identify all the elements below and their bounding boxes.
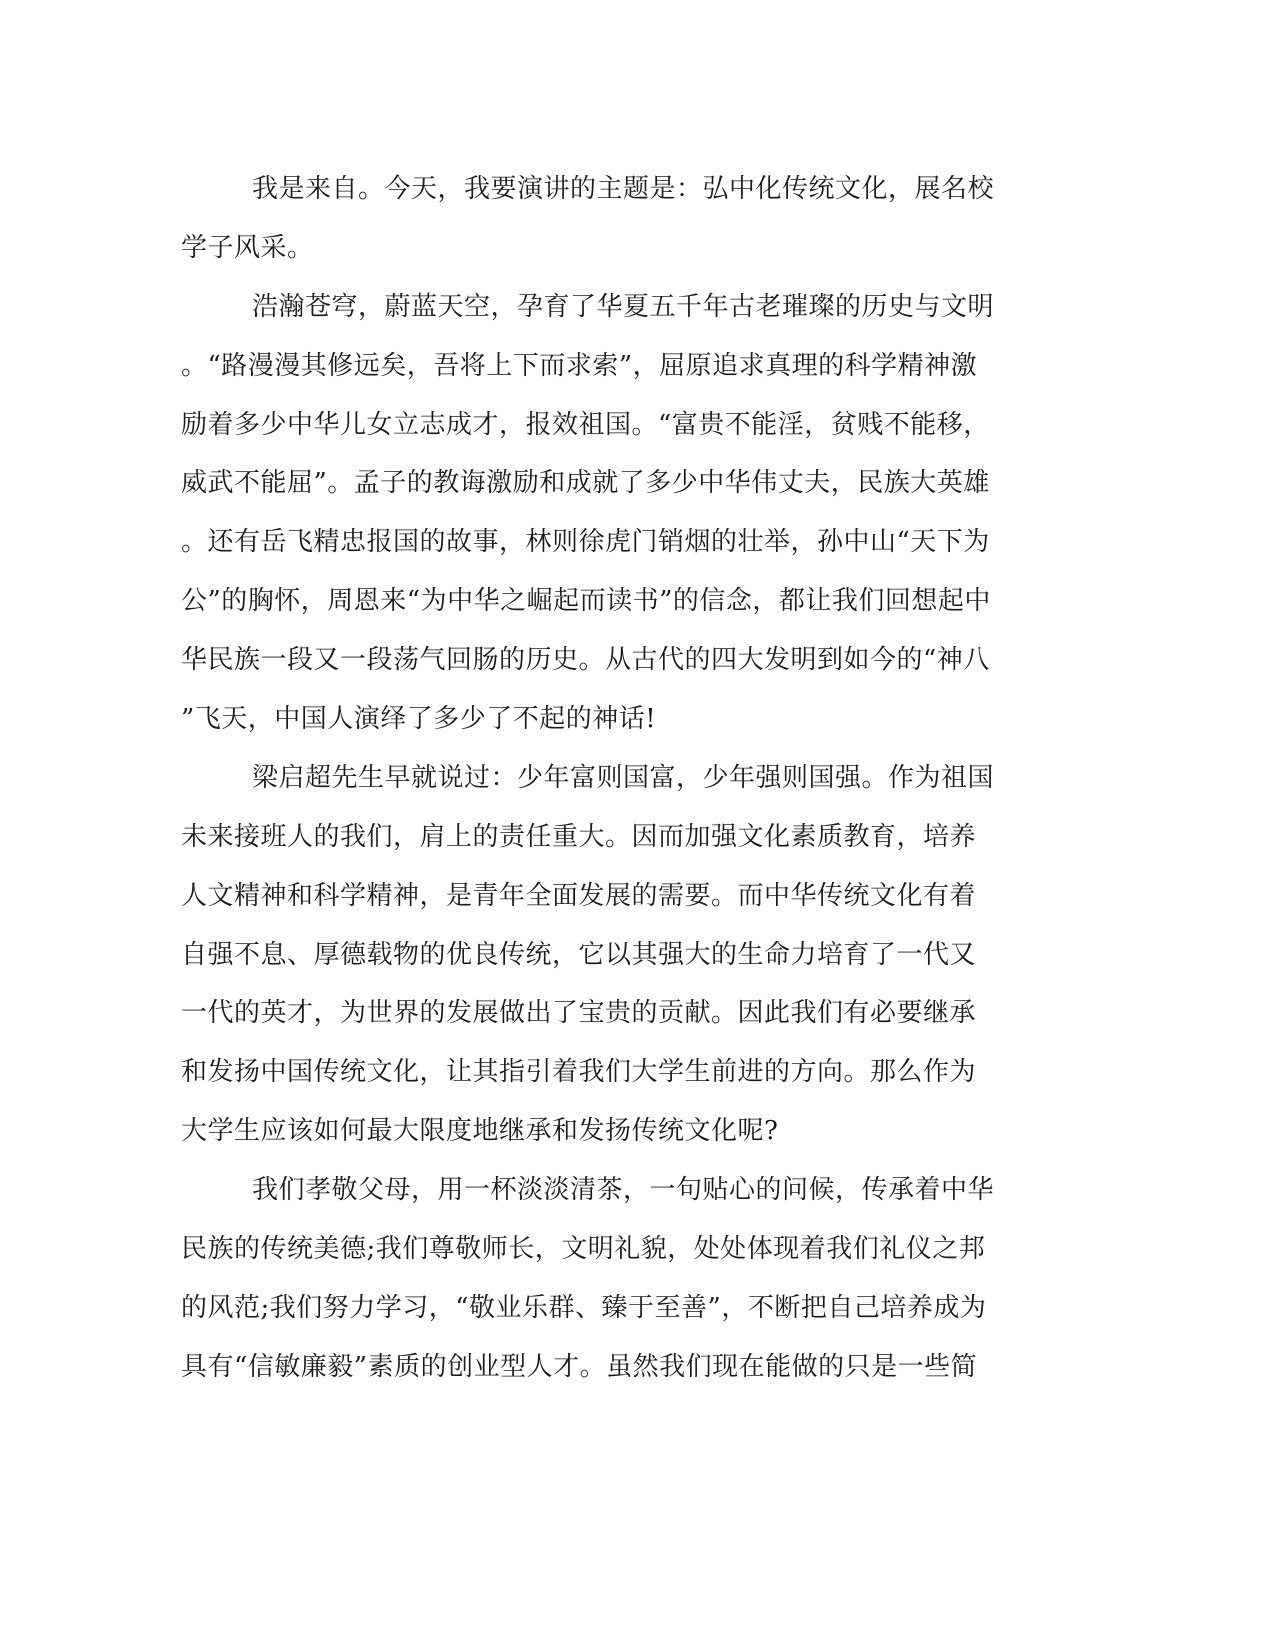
text-line: 民族的传统美德;我们尊敬师长，文明礼貌，处处体现着我们礼仪之邦 — [181, 1234, 986, 1265]
text-line: 学子风采。 — [181, 232, 314, 263]
text-line: 一代的英才，为世界的发展做出了宝贵的贡献。因此我们有必要继承 — [181, 998, 977, 1029]
text-line: ”飞天，中国人演绎了多少了不起的神话! — [181, 704, 657, 735]
text-line: 和发扬中国传统文化，让其指引着我们大学生前进的方向。那么作为 — [181, 1057, 977, 1088]
text-line: 自强不息、厚德载物的优良传统，它以其强大的生命力培育了一代又 — [181, 939, 977, 970]
text-line: 。还有岳飞精忠报国的故事，林则徐虎门销烟的壮举，孙中山“天下为 — [181, 527, 990, 558]
text-line: 梁启超先生早就说过：少年富则国富，少年强则国强。作为祖国 — [252, 762, 995, 793]
text-line: 具有“信敏廉毅”素质的创业型人才。虽然我们现在能做的只是一些简 — [181, 1351, 978, 1382]
text-line: 。“路漫漫其修远矣，吾将上下而求索”，屈原追求真理的科学精神激 — [181, 350, 978, 381]
text-line: 浩瀚苍穹，蔚蓝天空，孕育了华夏五千年古老璀璨的历史与文明 — [252, 291, 995, 322]
text-line: 人文精神和科学精神，是青年全面发展的需要。而中华传统文化有着 — [181, 880, 977, 911]
speech-body — [181, 160, 1026, 1397]
text-line: 威武不能屈”。孟子的教诲激励和成就了多少中华伟丈夫，民族大英雄 — [181, 468, 990, 499]
text-line: 大学生应该如何最大限度地继承和发扬传统文化呢? — [181, 1116, 779, 1147]
text-line: 我们孝敬父母，用一杯淡淡清茶，一句贴心的问候，传承着中华 — [252, 1175, 995, 1206]
text-line: 励着多少中华儿女立志成才，报效祖国。“富贵不能淫，贫贱不能移， — [181, 409, 990, 440]
text-line: 我是来自。今天，我要演讲的主题是：弘中化传统文化，展名校 — [252, 174, 995, 204]
text-line: 的风范;我们努力学习，“敬业乐群、臻于至善”，不断把自己培养成为 — [181, 1292, 987, 1323]
text-line: 华民族一段又一段荡气回肠的历史。从古代的四大发明到如今的“神八 — [181, 645, 990, 676]
text-line: 未来接班人的我们，肩上的责任重大。因而加强文化素质教育，培养 — [181, 821, 977, 852]
text-line: 公”的胸怀，周恩来“为中华之崛起而读书”的信念，都让我们回想起中 — [181, 586, 991, 617]
